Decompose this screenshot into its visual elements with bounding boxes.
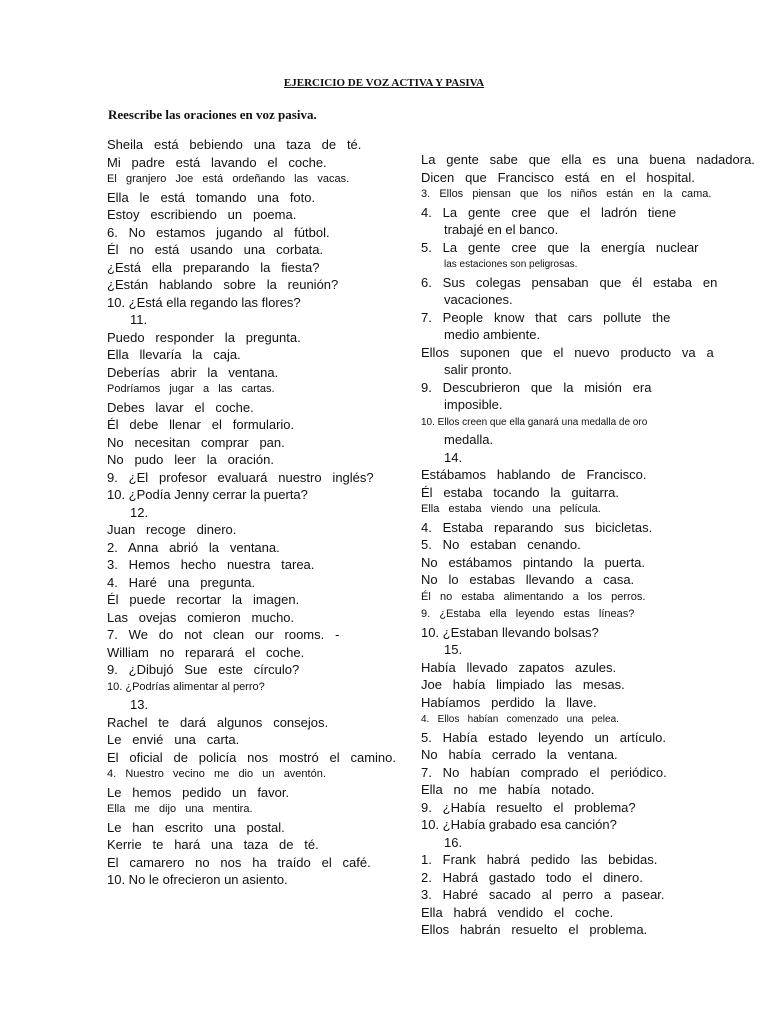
- sentence-line: 7. No habían comprado el periódico.: [421, 764, 667, 780]
- sentence-line: ¿Están hablando sobre la reunión?: [107, 277, 339, 292]
- sentence-line: Ellos habrán resuelto el problema.: [421, 922, 648, 937]
- sentence-line: 2. Anna abrió la ventana.: [107, 539, 280, 555]
- sentence-line: Estábamos hablando de Francisco.: [421, 467, 647, 482]
- sentence-line: Ella le está tomando una foto.: [107, 189, 316, 205]
- section-number: 15.: [444, 642, 463, 657]
- sentence-line: No lo estabas llevando a casa.: [421, 572, 635, 587]
- sentence-line: Kerrie te hará una taza de té.: [107, 837, 319, 852]
- sentence-line: Le envié una carta.: [107, 732, 240, 747]
- sentence-line: Deberías abrir la ventana.: [107, 364, 279, 380]
- section-number: 11.: [130, 312, 148, 327]
- sentence-line: 4. Haré una pregunta.: [107, 574, 256, 590]
- sentence-line: 6. No estamos jugando al fútbol.: [107, 224, 330, 240]
- sentence-line: 3. Hemos hecho nuestra tarea.: [107, 557, 315, 572]
- sentence-line: 9. ¿Estaba ella leyendo estas líneas?: [421, 608, 635, 620]
- sentence-line: Ella habrá vendido el coche.: [421, 904, 614, 920]
- sentence-line: Estoy escribiendo un poema.: [107, 207, 297, 222]
- sentence-line: Ella llevaría la caja.: [107, 347, 241, 362]
- section-number: 12.: [130, 504, 149, 520]
- section-number: 14.: [444, 449, 463, 465]
- sentence-line: Había llevado zapatos azules.: [421, 659, 617, 675]
- sentence-line: Rachel te dará algunos consejos.: [107, 714, 329, 730]
- sentence-line: No había cerrado la ventana.: [421, 747, 618, 762]
- sentence-line: El oficial de policía nos mostró el camino.: [107, 749, 397, 765]
- sentence-line: William no reparará el coche.: [107, 644, 305, 660]
- sentence-line: Ellos suponen que el nuevo producto va a: [421, 344, 714, 360]
- sentence-line: El granjero Joe está ordeñando las vacas.: [107, 173, 350, 185]
- sentence-line: 10. Ellos creen que ella ganará una medalla de oro: [421, 416, 648, 428]
- sentence-line: La gente sabe que ella es una buena nadadora.: [421, 152, 755, 167]
- sentence-line: Ella estaba viendo una película.: [421, 503, 601, 515]
- sentence-line: trabajé en el banco.: [444, 222, 559, 237]
- sentence-line: 9. ¿Había resuelto el problema?: [421, 799, 636, 815]
- document-title: EJERCICIO DE VOZ ACTIVA Y PASIVA: [283, 77, 485, 89]
- right-sentence-column: [421, 151, 756, 939]
- sentence-line: Podríamos jugar a las cartas.: [107, 383, 275, 395]
- section-number: 13.: [130, 697, 149, 712]
- sentence-line: 2. Habrá gastado todo el dinero.: [421, 869, 643, 885]
- sentence-line: 10. ¿Estaban llevando bolsas?: [421, 624, 599, 640]
- sentence-line: Mi padre está lavando el coche.: [107, 154, 327, 170]
- sentence-line: 7. People know that cars pollute the: [421, 309, 671, 325]
- sentence-line: las estaciones son peligrosas.: [444, 259, 578, 270]
- sentence-line: 3. Habré sacado al perro a pasear.: [421, 887, 665, 902]
- sentence-line: Joe había limpiado las mesas.: [421, 677, 625, 692]
- sentence-line: 10. ¿Podía Jenny cerrar la puerta?: [107, 487, 308, 502]
- sentence-line: 1. Frank habrá pedido las bebidas.: [421, 852, 658, 867]
- sentence-line: 5. Había estado leyendo un artículo.: [421, 729, 666, 745]
- sentence-line: Él debe llenar el formulario.: [107, 417, 295, 432]
- sentence-line: 10. ¿Había grabado esa canción?: [421, 817, 617, 832]
- sentence-line: Dicen que Francisco está en el hospital.: [421, 169, 695, 185]
- sentence-line: 5. La gente cree que la energía nuclear: [421, 239, 699, 255]
- sentence-line: 10. ¿Está ella regando las flores?: [107, 294, 301, 310]
- sentence-line: 10. No le ofrecieron un asiento.: [107, 872, 288, 887]
- sentence-line: 6. Sus colegas pensaban que él estaba en: [421, 274, 718, 290]
- sentence-line: Ella me dijo una mentira.: [107, 803, 253, 815]
- sentence-line: 7. We do not clean our rooms. -: [107, 627, 340, 642]
- sentence-line: medalla.: [444, 432, 494, 447]
- instructions: Reescribe las oraciones en voz pasiva.: [108, 107, 317, 122]
- sentence-line: Él puede recortar la imagen.: [107, 592, 300, 607]
- sentence-line: Sheila está bebiendo una taza de té.: [107, 137, 362, 152]
- left-sentence-column: [107, 136, 397, 889]
- sentence-line: 4. La gente cree que el ladrón tiene: [421, 204, 677, 220]
- sentence-line: No estábamos pintando la puerta.: [421, 554, 646, 570]
- section-number: 16.: [444, 834, 463, 850]
- sentence-line: 4. Estaba reparando sus bicicletas.: [421, 519, 653, 535]
- sentence-line: Él no estaba alimentando a los perros.: [421, 590, 646, 603]
- sentence-line: medio ambiente.: [444, 327, 541, 342]
- sentence-line: 9. Descubrieron que la misión era: [421, 379, 652, 395]
- sentence-line: 3. Ellos piensan que los niños están en la cama.: [421, 188, 712, 200]
- sentence-line: Él estaba tocando la guitarra.: [421, 484, 620, 500]
- sentence-line: Las ovejas comieron mucho.: [107, 609, 295, 625]
- sentence-line: Él no está usando una corbata.: [107, 242, 324, 257]
- sentence-line: No pudo leer la oración.: [107, 452, 274, 467]
- sentence-line: El camarero no nos ha traído el café.: [107, 854, 371, 870]
- sentence-line: 4. Nuestro vecino me dio un aventón.: [107, 768, 326, 780]
- sentence-line: vacaciones.: [444, 292, 513, 307]
- sentence-line: Juan recoge dinero.: [107, 522, 237, 537]
- sentence-line: ¿Está ella preparando la fiesta?: [107, 259, 320, 275]
- sentence-line: 9. ¿El profesor evaluará nuestro inglés?: [107, 469, 374, 485]
- sentence-line: Ella no me había notado.: [421, 782, 595, 797]
- sentence-line: 9. ¿Dibujó Sue este círculo?: [107, 662, 300, 677]
- sentence-line: Habíamos perdido la llave.: [421, 694, 597, 710]
- sentence-line: 10. ¿Podrías alimentar al perro?: [107, 680, 265, 693]
- sentence-line: Puedo responder la pregunta.: [107, 329, 301, 345]
- sentence-line: Le han escrito una postal.: [107, 819, 285, 835]
- sentence-line: Le hemos pedido un favor.: [107, 784, 290, 800]
- sentence-line: Debes lavar el coche.: [107, 399, 254, 415]
- sentence-line: imposible.: [444, 397, 503, 412]
- sentence-line: 4. Ellos habían comenzado una pelea.: [421, 714, 619, 725]
- sentence-line: salir pronto.: [444, 362, 512, 377]
- sentence-line: 5. No estaban cenando.: [421, 537, 581, 552]
- sentence-line: No necesitan comprar pan.: [107, 434, 285, 450]
